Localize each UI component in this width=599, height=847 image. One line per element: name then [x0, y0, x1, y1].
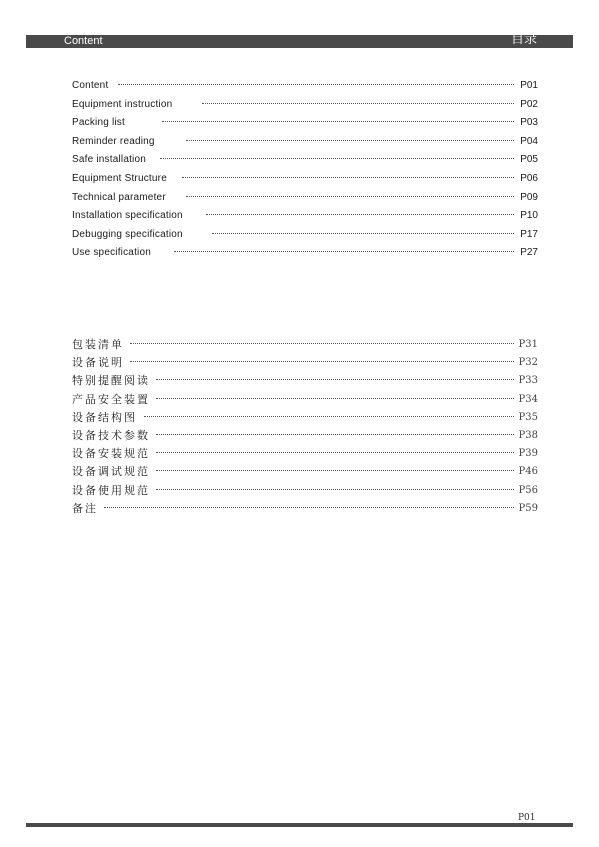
leader-dots [156, 434, 514, 435]
toc-page: P02 [520, 98, 538, 110]
toc-row[interactable] [72, 207, 538, 226]
toc-label: 产品安全装置 [72, 392, 150, 406]
toc-label: Safe installation [72, 154, 147, 166]
toc-page: P34 [518, 393, 538, 405]
leader-dots [206, 214, 514, 215]
toc-row[interactable] [72, 226, 538, 245]
leader-dots [202, 103, 514, 104]
toc-row[interactable] [72, 445, 538, 463]
toc-page: P46 [518, 466, 538, 478]
header-title-en: Content [64, 35, 103, 47]
toc-page: P27 [520, 247, 538, 259]
toc-row[interactable] [72, 427, 538, 445]
toc-row[interactable] [72, 482, 538, 500]
toc-label: 包装清单 [72, 338, 124, 351]
toc-label: Equipment Structure [72, 172, 167, 184]
leader-dots [130, 343, 514, 344]
toc-row[interactable] [72, 114, 538, 133]
toc-label: 特别提醒阅读 [72, 374, 150, 388]
toc-page: P06 [520, 172, 538, 184]
toc-label: 设备技术参数 [72, 428, 150, 442]
toc-label: 设备结构图 [72, 410, 137, 424]
leader-dots [156, 470, 514, 471]
toc-page: P04 [520, 135, 538, 147]
toc-page: P38 [518, 429, 538, 441]
toc-chinese [72, 336, 538, 518]
toc-page: P32 [518, 357, 538, 369]
leader-dots [156, 489, 514, 490]
header-bar [26, 32, 573, 48]
leader-dots [174, 251, 514, 252]
toc-label: Equipment instruction [72, 98, 173, 110]
toc-label: Debugging specification [72, 228, 183, 240]
toc-page: P59 [518, 502, 538, 514]
toc-label: 备注 [72, 501, 98, 515]
toc-label: Installation specification [72, 210, 183, 222]
toc-row[interactable] [72, 500, 538, 518]
page-number: P01 [518, 813, 536, 823]
leader-dots [182, 177, 514, 178]
toc-label: Reminder reading [72, 135, 155, 147]
toc-label: 设备使用规范 [72, 483, 150, 497]
toc-page: P17 [520, 228, 538, 240]
leader-dots [104, 507, 514, 508]
toc-label: Packing list [72, 117, 125, 129]
toc-page: P35 [518, 411, 538, 423]
toc-page: P56 [518, 484, 538, 496]
leader-dots [162, 121, 514, 122]
toc-page: P31 [518, 339, 538, 350]
leader-dots [186, 196, 514, 197]
toc-label: 设备说明 [72, 356, 124, 370]
toc-row[interactable] [72, 244, 538, 263]
toc-row[interactable] [72, 354, 538, 372]
toc-page: P05 [520, 154, 538, 166]
header-title-zh: 目录 [510, 32, 537, 47]
toc-row[interactable] [72, 170, 538, 189]
toc-row[interactable] [72, 189, 538, 208]
footer-bar [26, 823, 573, 827]
toc-page: P01 [520, 80, 538, 91]
leader-dots [118, 84, 514, 85]
toc-page: P39 [518, 448, 538, 460]
leader-dots [156, 452, 514, 453]
leader-dots [160, 158, 514, 159]
toc-label: 设备安装规范 [72, 447, 150, 461]
toc-label: Use specification [72, 247, 151, 259]
leader-dots [156, 379, 514, 380]
toc-row[interactable] [72, 133, 538, 152]
toc-row[interactable] [72, 151, 538, 170]
toc-row[interactable] [72, 96, 538, 115]
leader-dots [212, 233, 514, 234]
toc-row[interactable] [72, 77, 538, 96]
toc-label: 设备调试规范 [72, 465, 150, 479]
toc-page: P10 [520, 210, 538, 222]
leader-dots [156, 398, 514, 399]
toc-page: P33 [518, 375, 538, 387]
leader-dots [130, 361, 514, 362]
toc-row[interactable] [72, 391, 538, 409]
toc-row[interactable] [72, 409, 538, 427]
toc-page: P09 [520, 191, 538, 203]
toc-page: P03 [520, 117, 538, 129]
toc-row[interactable] [72, 336, 538, 354]
toc-row[interactable] [72, 372, 538, 390]
toc-english [72, 77, 538, 263]
toc-label: Content [72, 80, 109, 91]
toc-label: Technical parameter [72, 191, 166, 203]
toc-row[interactable] [72, 463, 538, 481]
leader-dots [186, 140, 514, 141]
leader-dots [144, 416, 514, 417]
